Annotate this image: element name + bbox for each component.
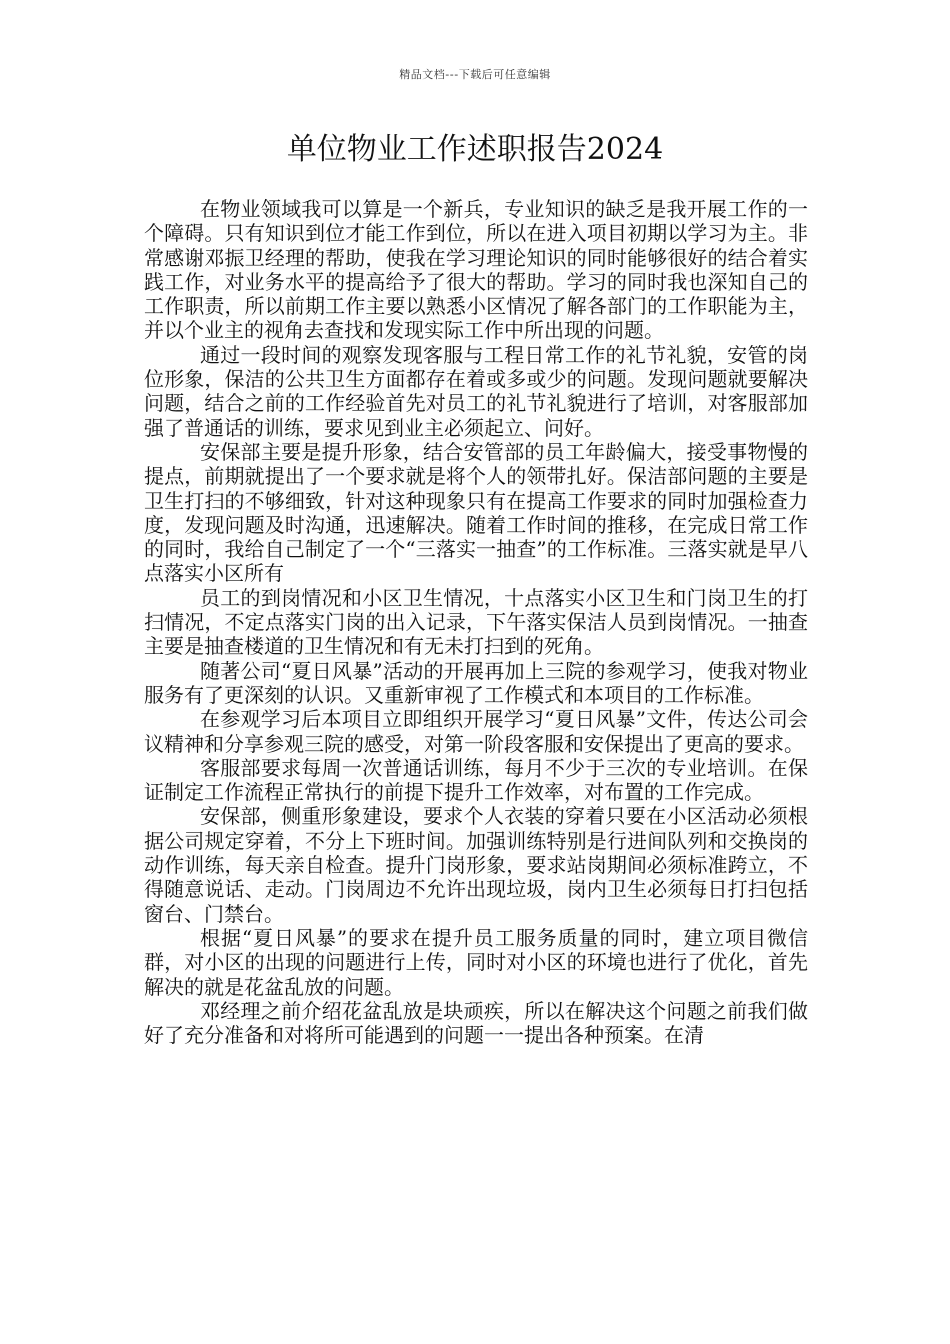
page-header: 精品文档---下载后可任意编辑 [399,68,551,81]
paragraph-10: 邓经理之前介绍花盆乱放是块顽疾，所以在解决这个问题之前我们做好了充分准备和对将所可能遇到的问题一一提出各种预案。在清 [144,998,808,1048]
paragraph-7: 客服部要求每周一次普通话训练，每月不少于三次的专业培训。在保证制定工作流程正常执行的前提下提升工作效率，对布置的工作完成。 [144,755,808,805]
document-title: 单位物业工作述职报告2024 [286,132,664,167]
document-body [144,197,808,1047]
paragraph-1: 在物业领域我可以算是一个新兵，专业知识的缺乏是我开展工作的一个障碍。只有知识到位才能工作到位，所以在进入项目初期以学习为主。非常感谢邓振卫经理的帮助，使我在学习理论知识的同时能够很好的结合着实践工作，对业务水平的提高给予了很大的帮助。学习的同时我也深知自己的工作职责，所以前期工作主要以熟悉小区情况了解各部门的工作职能为主，并以个业主的视角去查找和发现实际工作中所出现的问题。 [144,197,808,343]
paragraph-2: 通过一段时间的观察发现客服与工程日常工作的礼节礼貌，安管的岗位形象，保洁的公共卫生方面都存在着或多或少的问题。发现问题就要解决问题，结合之前的工作经验首先对员工的礼节礼貌进行了培训，对客服部加强了普通话的训练，要求见到业主必须起立、问好。 [144,342,808,440]
paragraph-6: 在参观学习后本项目立即组织开展学习“夏日风暴”文件，传达公司会议精神和分享参观三院的感受，对第一阶段客服和安保提出了更高的要求。 [144,707,808,756]
paragraph-9: 根据“夏日风暴”的要求在提升员工服务质量的同时，建立项目微信群，对小区的出现的问题进行上传，同时对小区的环境也进行了优化，首先解决的就是花盆乱放的问题。 [144,925,808,999]
paragraph-8: 安保部，侧重形象建设，要求个人衣装的穿着只要在小区活动必须根据公司规定穿着，不分上下班时间。加强训练特别是行进间队列和交换岗的动作训练，每天亲自检查。提升门岗形象，要求站岗期间必须标准跨立，不得随意说话、走动。门岗周边不允许出现垃圾，岗内卫生必须每日打扫包括窗台、门禁台。 [144,804,808,926]
paragraph-5: 随著公司“夏日风暴”活动的开展再加上三院的参观学习，使我对物业服务有了更深刻的认识。又重新审视了工作模式和本项目的工作标准。 [144,658,808,707]
paragraph-4: 员工的到岗情况和小区卫生情况，十点落实小区卫生和门岗卫生的打扫情况，不定点落实门岗的出入记录，下午落实保洁人员到岗情况。一抽查主要是抽查楼道的卫生情况和有无未打扫到的死角。 [144,585,808,659]
paragraph-3: 安保部主要是提升形象，结合安管部的员工年龄偏大，接受事物慢的提点，前期就提出了一个要求就是将个人的领带扎好。保洁部问题的主要是卫生打扫的不够细致，针对这种现象只有在提高工作要求的同时加强检查力度，发现问题及时沟通，迅速解决。随着工作时间的推移，在完成日常工作的同时，我给自己制定了一个“三落实一抽查”的工作标准。三落实就是早八点落实小区所有 [144,439,808,586]
